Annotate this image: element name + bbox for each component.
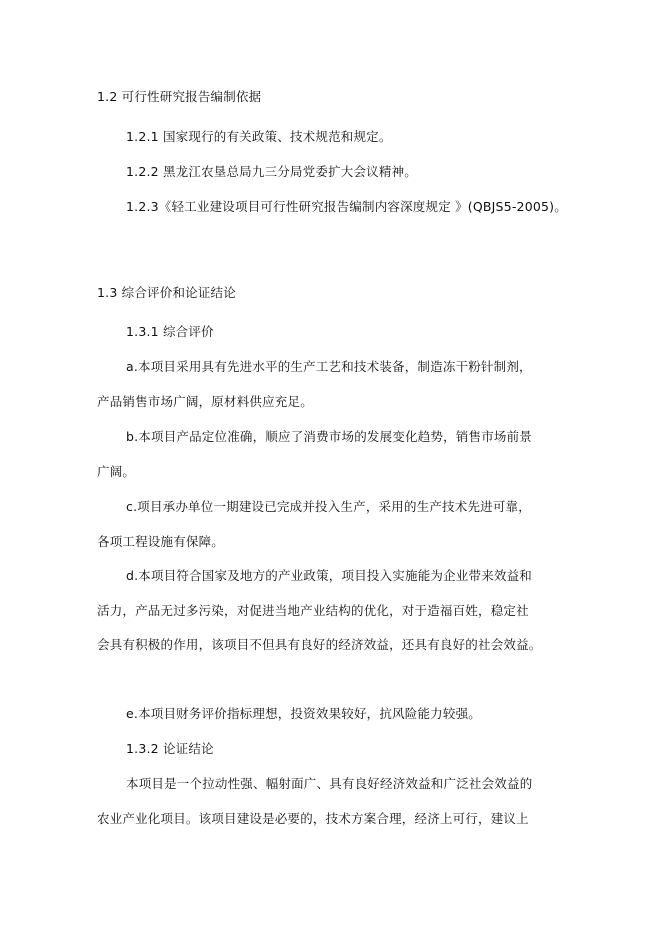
evaluation-d-line-1: d.本项目符合国家及地方的产业政策，项目投入实施能为企业带来效益和	[126, 568, 533, 583]
basis-item-1-2-1: 1.2.1 国家现行的有关政策、技术规范和规定。	[126, 129, 392, 144]
evaluation-b-line-1: b.本项目产品定位准确，顺应了消费市场的发展变化趋势，销售市场前景	[126, 429, 533, 444]
subsection-heading-1-3-1: 1.3.1 综合评价	[126, 324, 214, 339]
section-heading-1-3: 1.3 综合评价和论证结论	[97, 285, 236, 300]
evaluation-d-line-3: 会具有积极的作用，该项目不但具有良好的经济效益，还具有良好的社会效益。	[97, 637, 542, 652]
evaluation-b-line-2: 广阔。	[97, 464, 136, 479]
evaluation-c-line-1: c.项目承办单位一期建设已完成并投入生产，采用的生产技术先进可靠，	[126, 499, 531, 514]
conclusion-line-2: 农业产业化项目。该项目建设是必要的，技术方案合理，经济上可行，建议上	[97, 811, 529, 826]
evaluation-c-line-2: 各项工程设施有保障。	[97, 534, 225, 549]
evaluation-e: e.本项目财务评价指标理想，投资效果较好，抗风险能力较强。	[126, 706, 481, 721]
basis-item-1-2-2: 1.2.2 黑龙江农垦总局九三分局党委扩大会议精神。	[126, 164, 417, 179]
basis-item-1-2-3: 1.2.3《轻工业建设项目可行性研究报告编制内容深度规定 》(QBJS5-2005)。	[126, 199, 567, 214]
evaluation-a-line-2: 产品销售市场广阔，原材料供应充足。	[97, 394, 313, 409]
evaluation-d-line-2: 活力，产品无过多污染，对促进当地产业结构的优化，对于造福百姓，稳定社	[97, 603, 529, 618]
subsection-heading-1-3-2: 1.3.2 论证结论	[126, 741, 214, 756]
evaluation-a-line-1: a.本项目采用具有先进水平的生产工艺和技术装备，制造冻干粉针制剂，	[126, 359, 532, 374]
conclusion-line-1: 本项目是一个拉动性强、幅射面广、具有良好经济效益和广泛社会效益的	[126, 776, 533, 791]
section-heading-1-2: 1.2 可行性研究报告编制依据	[97, 89, 262, 104]
